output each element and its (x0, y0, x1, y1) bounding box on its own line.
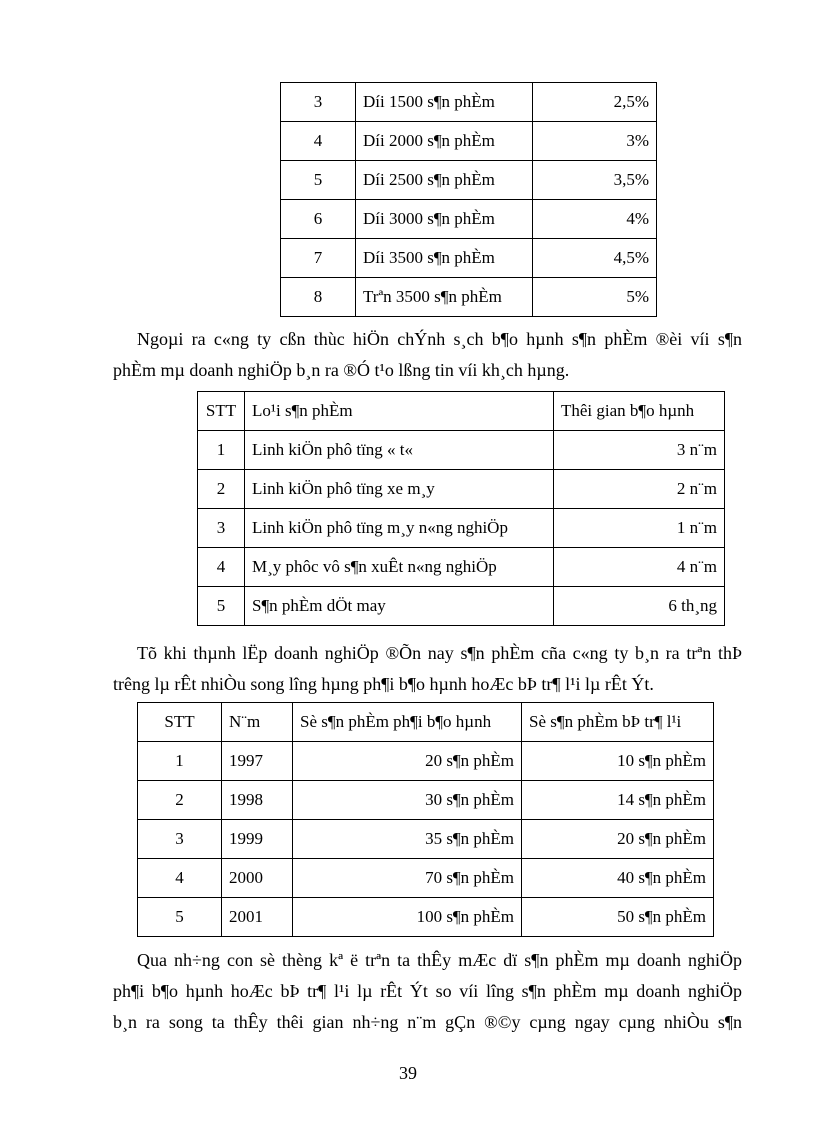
paragraph-warranty-policy (113, 324, 742, 386)
cell-stt: 3 (138, 820, 222, 859)
cell-stt: 6 (281, 200, 356, 239)
cell-discount-percent: 5% (533, 278, 657, 317)
table-header-row (198, 392, 725, 431)
cell-returned-count: 40 s¶n phÈm (522, 859, 714, 898)
cell-discount-percent: 3% (533, 122, 657, 161)
cell-returned-count: 20 s¶n phÈm (522, 820, 714, 859)
table-row (198, 587, 725, 626)
cell-warranty-time: 4 n¨m (554, 548, 725, 587)
cell-year: 2000 (222, 859, 293, 898)
cell-product-type: Linh kiÖn phô tïng « t« (245, 431, 554, 470)
cell-product-type: Linh kiÖn phô tïng xe m¸y (245, 470, 554, 509)
table-row (198, 470, 725, 509)
paragraph-line: trêng lµ rÊt nhiÒu song lîng hµng ph¶i b¶o hµnh hoÆc bÞ tr¶ l¹i lµ rÊt Ýt. (113, 674, 654, 694)
paragraph-line: Tõ khi thµnh lËp doanh nghiÖp ®Õn nay s¶n phÈm cña c«ng ty b¸n ra trªn thÞ (137, 643, 742, 663)
cell-quantity-tier: Díi 2500 s¶n phÈm (356, 161, 533, 200)
cell-discount-percent: 4% (533, 200, 657, 239)
cell-quantity-tier: Díi 2000 s¶n phÈm (356, 122, 533, 161)
header-year: N¨m (222, 703, 293, 742)
cell-stt: 5 (281, 161, 356, 200)
cell-stt: 8 (281, 278, 356, 317)
paragraph-line: b¸n ra song ta thÊy thêi gian nh÷ng n¨m gÇn ®©y cµng ngay cµng nhiÒu s¶n (113, 1012, 742, 1032)
cell-discount-percent: 4,5% (533, 239, 657, 278)
cell-discount-percent: 3,5% (533, 161, 657, 200)
table-header-row (138, 703, 714, 742)
paragraph-line: Qua nh÷ng con sè thèng kª ë trªn ta thÊy mÆc dï s¶n phÈm mµ doanh nghiÖp (137, 950, 742, 970)
header-warranty-time: Thêi gian b¶o hµnh (554, 392, 725, 431)
cell-quantity-tier: Díi 1500 s¶n phÈm (356, 83, 533, 122)
cell-quantity-tier: Trªn 3500 s¶n phÈm (356, 278, 533, 317)
paragraph-sales-summary (113, 638, 742, 700)
cell-stt: 3 (198, 509, 245, 548)
cell-stt: 4 (138, 859, 222, 898)
table-row (198, 509, 725, 548)
header-warranty-count: Sè s¶n phÈm ph¶i b¶o hµnh (293, 703, 522, 742)
table-row (281, 239, 657, 278)
cell-stt: 7 (281, 239, 356, 278)
table-row (198, 431, 725, 470)
table-row (281, 278, 657, 317)
cell-stt: 5 (138, 898, 222, 937)
cell-warranty-time: 2 n¨m (554, 470, 725, 509)
cell-stt: 1 (138, 742, 222, 781)
cell-quantity-tier: Díi 3000 s¶n phÈm (356, 200, 533, 239)
table-row (281, 83, 657, 122)
paragraph-line: phÈm mµ doanh nghiÖp b¸n ra ®Ó t¹o lßng tin víi kh¸ch hµng. (113, 360, 570, 380)
cell-warranty-count: 100 s¶n phÈm (293, 898, 522, 937)
cell-year: 1999 (222, 820, 293, 859)
table-row (281, 200, 657, 239)
table-row (198, 548, 725, 587)
cell-stt: 1 (198, 431, 245, 470)
cell-product-type: S¶n phÈm dÖt may (245, 587, 554, 626)
table-row (138, 820, 714, 859)
cell-year: 2001 (222, 898, 293, 937)
header-stt: STT (198, 392, 245, 431)
paragraph-line: ph¶i b¶o hµnh hoÆc bÞ tr¶ l¹i lµ rÊt Ýt so víi lîng s¶n phÈm mµ doanh nghiÖp (113, 981, 742, 1001)
cell-warranty-count: 20 s¶n phÈm (293, 742, 522, 781)
cell-year: 1998 (222, 781, 293, 820)
cell-product-type: M¸y phôc vô s¶n xuÊt n«ng nghiÖp (245, 548, 554, 587)
cell-warranty-count: 70 s¶n phÈm (293, 859, 522, 898)
cell-discount-percent: 2,5% (533, 83, 657, 122)
cell-warranty-time: 3 n¨m (554, 431, 725, 470)
header-stt: STT (138, 703, 222, 742)
cell-warranty-count: 30 s¶n phÈm (293, 781, 522, 820)
cell-stt: 2 (198, 470, 245, 509)
cell-product-type: Linh kiÖn phô tïng m¸y n«ng nghiÖp (245, 509, 554, 548)
table-row (138, 742, 714, 781)
paragraph-line: Ngoµi ra c«ng ty cßn thùc hiÖn chÝnh s¸ch b¶o hµnh s¶n phÈm ®èi víi s¶n (137, 329, 742, 349)
header-product-type: Lo¹i s¶n phÈm (245, 392, 554, 431)
discount-table (280, 82, 657, 317)
cell-returned-count: 14 s¶n phÈm (522, 781, 714, 820)
table-row (281, 161, 657, 200)
cell-stt: 4 (198, 548, 245, 587)
cell-stt: 5 (198, 587, 245, 626)
page-number: 39 (399, 1063, 417, 1083)
cell-stt: 4 (281, 122, 356, 161)
warranty-returns-table (137, 702, 714, 937)
cell-returned-count: 10 s¶n phÈm (522, 742, 714, 781)
header-returned-count: Sè s¶n phÈm bÞ tr¶ l¹i (522, 703, 714, 742)
cell-warranty-time: 1 n¨m (554, 509, 725, 548)
paragraph-conclusion (113, 945, 742, 1038)
cell-warranty-count: 35 s¶n phÈm (293, 820, 522, 859)
cell-returned-count: 50 s¶n phÈm (522, 898, 714, 937)
cell-stt: 2 (138, 781, 222, 820)
cell-warranty-time: 6 th¸ng (554, 587, 725, 626)
cell-stt: 3 (281, 83, 356, 122)
table-row (138, 859, 714, 898)
cell-quantity-tier: Díi 3500 s¶n phÈm (356, 239, 533, 278)
cell-year: 1997 (222, 742, 293, 781)
table-row (138, 898, 714, 937)
table-row (281, 122, 657, 161)
table-row (138, 781, 714, 820)
warranty-period-table (197, 391, 725, 626)
